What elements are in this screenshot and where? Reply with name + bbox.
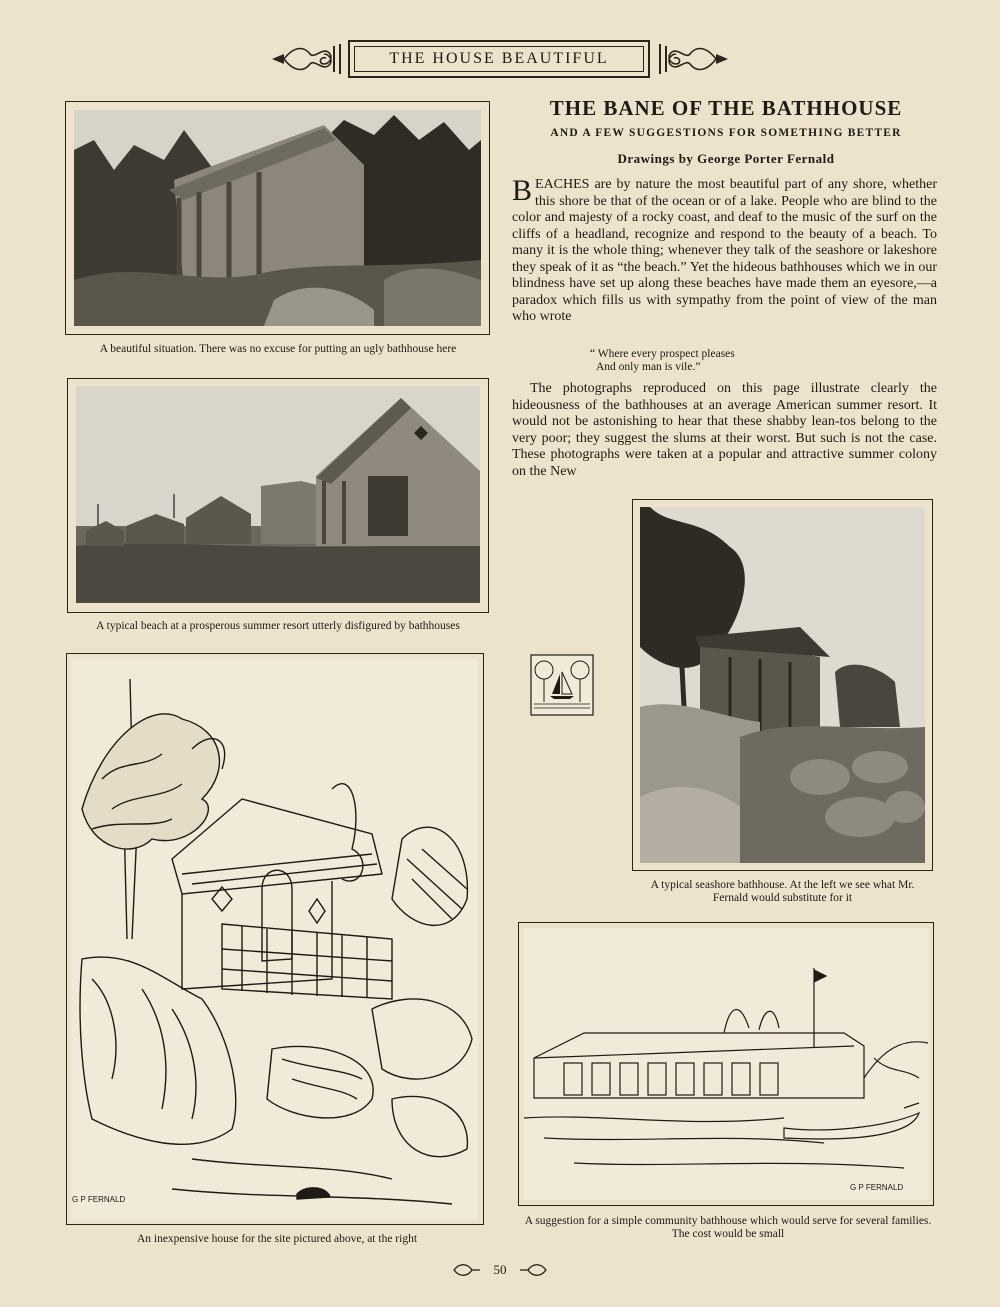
caption-photo2: A typical beach at a prosperous summer resort utterly disfigured by bathhouses bbox=[96, 620, 460, 632]
photo-seashore-bathhouse bbox=[640, 507, 925, 863]
sailboat-vignette bbox=[530, 654, 594, 716]
paragraph-1-text: EACHES are by nature the most beautiful part of any shore, whether this shore be that of the ocean or of a lake. People who are blind to the color and majesty of a rocky coast, and deaf to the music of the surf on the cliffs of a headland, recognize and respond to the beauty of a beach. To many it is the whole thing; whenever they talk of the seashore or lakeshore they speak of it as “the beach.” Yet the hideous bathhouses which we in our blindness have set up along these beaches have made them an eyesore,—a paradox which fills us with sympathy from the point of view of the man who wrote bbox=[512, 177, 937, 324]
article-title: THE BANE OF THE BATHHOUSE bbox=[549, 96, 903, 120]
caption-drawing1: An inexpensive house for the site pictured above, at the right bbox=[136, 1233, 418, 1245]
quote-line-2: And only man is vile.” bbox=[596, 361, 701, 373]
photo-cliff-bathhouse bbox=[74, 110, 481, 326]
article-paragraph-1 bbox=[512, 174, 937, 326]
article-subtitle: AND A FEW SUGGESTIONS FOR SOMETHING BETTER bbox=[550, 127, 902, 139]
signature-drawing2: G P FERNALD bbox=[850, 1183, 904, 1192]
caption-photo3: A typical seashore bathhouse. At the left we see what Mr. Fernald would substitute for it bbox=[650, 879, 915, 904]
caption-photo1: A beautiful situation. There was no excuse for putting an ugly bathhouse here bbox=[99, 343, 457, 355]
article-paragraph-2 bbox=[512, 381, 937, 480]
footer-ornament-left bbox=[452, 1262, 482, 1278]
signature-drawing1: G P FERNALD bbox=[72, 1195, 126, 1204]
running-header: THE HOUSE BEAUTIFUL bbox=[354, 46, 644, 72]
page-number: 50 bbox=[493, 1262, 507, 1277]
drawing-inexpensive-house bbox=[72, 659, 478, 1219]
footer-ornament-right bbox=[518, 1262, 548, 1278]
article-credit: Drawings by George Porter Fernald bbox=[617, 151, 835, 166]
quote-line-1: “ Where every prospect pleases bbox=[590, 348, 735, 360]
header-box bbox=[348, 40, 650, 78]
header-ornament-left bbox=[270, 42, 346, 76]
drawing-community-bathhouse bbox=[524, 928, 928, 1200]
block-quote bbox=[590, 348, 735, 374]
paragraph-2-text: The photographs reproduced on this page illustrate clearly the hideousness of the bathhouses at an average American summer resort. It would not be astonishing to hear that these shabby lean-tos belong to the very poor; they suggest the slums at their worst. But such is not the case. These photographs were taken at a popular and attractive summer colony on the New bbox=[512, 381, 937, 479]
header-ornament-right bbox=[654, 42, 730, 76]
drop-cap: B bbox=[512, 174, 533, 207]
caption-drawing2: A suggestion for a simple community bathhouse which would serve for several families. The cost would be small bbox=[524, 1215, 932, 1240]
photo-beach-bathhouses bbox=[76, 386, 480, 603]
